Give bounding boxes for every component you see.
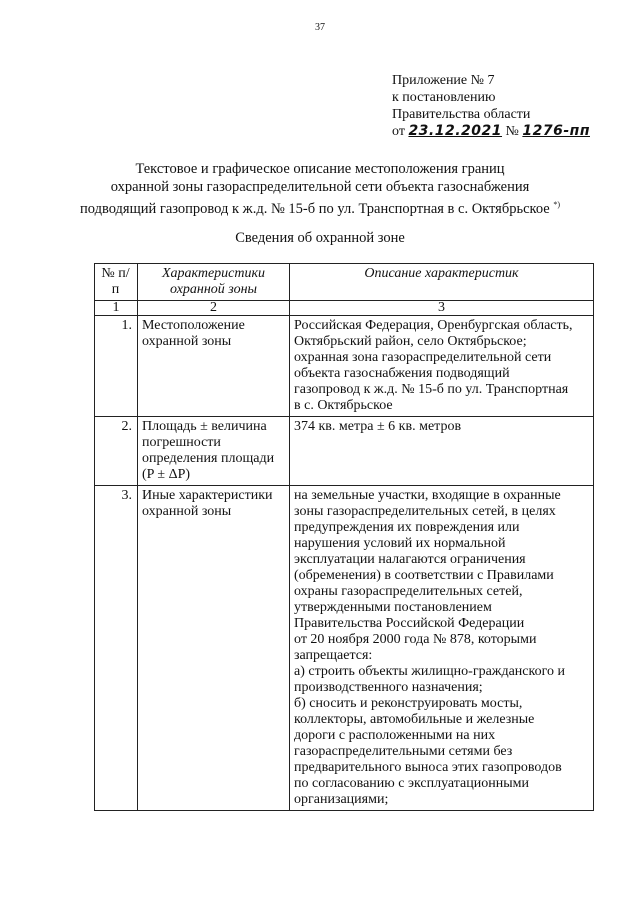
desc-line: Октябрьский район, село Октябрьское; xyxy=(294,334,527,349)
desc-line: Российская Федерация, Оренбургская область, xyxy=(294,318,573,333)
title-line-1: Текстовое и графическое описание местоположения границ xyxy=(135,161,505,177)
desc-line: дороги с расположенными на них xyxy=(294,728,496,743)
desc-line: запрещается: xyxy=(294,648,373,663)
desc-line: предупреждения их повреждения или xyxy=(294,520,520,535)
table-row xyxy=(95,316,594,417)
row-characteristic: Местоположение охранной зоны xyxy=(138,316,290,417)
title-line-3 xyxy=(40,196,600,218)
appendix-line-2: к постановлению xyxy=(392,90,496,105)
table-row xyxy=(95,486,594,811)
row-description xyxy=(290,486,594,811)
desc-line: 374 кв. метра ± 6 кв. метров xyxy=(294,419,462,434)
protection-zone-table xyxy=(94,263,594,811)
table-index-row xyxy=(95,301,594,316)
desc-line: (обременения) в соответствии с Правилами xyxy=(294,568,554,583)
desc-line: а) строить объекты жилищно-гражданского и xyxy=(294,664,565,679)
header-num: № п/п xyxy=(95,264,138,301)
row-characteristic: Площадь ± величина погрешности определения площади (P ± ΔP) xyxy=(138,417,290,486)
footnote-mark: *) xyxy=(553,200,560,209)
desc-line: на земельные участки, входящие в охранные xyxy=(294,488,561,503)
row-description xyxy=(290,316,594,417)
row-description xyxy=(290,417,594,486)
index-cell-1: 1 xyxy=(95,301,138,316)
row-number: 3. xyxy=(95,486,138,811)
desc-line: объекта газоснабжения подводящий xyxy=(294,366,510,381)
desc-line: охранная зона газораспределительной сети xyxy=(294,350,552,365)
date-prefix: от xyxy=(392,124,405,139)
desc-line: в с. Октябрьское xyxy=(294,398,393,413)
desc-line: охраны газораспределительных сетей, xyxy=(294,584,523,599)
desc-line: утвержденными постановлением xyxy=(294,600,492,615)
desc-line: по согласованию с эксплуатационными xyxy=(294,776,529,791)
appendix-line-3: Правительства области xyxy=(392,107,531,122)
row-number: 2. xyxy=(95,417,138,486)
desc-line: б) сносить и реконструировать мосты, xyxy=(294,696,523,711)
header-description: Описание характеристик xyxy=(290,264,594,301)
title-line-3-text: подводящий газопровод к ж.д. № 15-б по ул. Транспортная в с. Октябрьское xyxy=(79,200,550,217)
header-characteristic: Характеристики охранной зоны xyxy=(138,264,290,301)
document-title xyxy=(40,160,600,218)
desc-line: нарушения условий их нормальной xyxy=(294,536,506,551)
appendix-header xyxy=(392,72,590,140)
desc-line: зоны газораспределительных сетей, в целях xyxy=(294,504,556,519)
handwritten-date: 23.12.2021 xyxy=(408,123,503,139)
desc-line: производственного назначения; xyxy=(294,680,483,695)
table-header-row xyxy=(95,264,594,301)
desc-line: предварительного выноса этих газопроводов xyxy=(294,760,562,775)
desc-line: газораспределительными сетями без xyxy=(294,744,513,759)
number-sign: № xyxy=(505,124,519,139)
desc-line: эксплуатации налагаются ограничения xyxy=(294,552,526,567)
row-number: 1. xyxy=(95,316,138,417)
section-subtitle: Сведения об охранной зоне xyxy=(235,230,405,246)
desc-line: от 20 ноября 2000 года № 878, которыми xyxy=(294,632,537,647)
handwritten-number: 1276-пп xyxy=(522,123,590,139)
desc-line: организациями; xyxy=(294,792,389,807)
title-line-2: охранной зоны газораспределительной сети объекта газоснабжения xyxy=(110,179,530,195)
desc-line: коллекторы, автомобильные и железные xyxy=(294,712,535,727)
desc-line: газопровод к ж.д. № 15-б по ул. Транспортная xyxy=(294,382,569,397)
index-cell-3: 3 xyxy=(290,301,594,316)
page-number: 37 xyxy=(315,22,325,33)
appendix-date-line xyxy=(392,123,590,140)
table-row xyxy=(95,417,594,486)
appendix-line-1: Приложение № 7 xyxy=(392,73,495,88)
row-characteristic: Иные характеристики охранной зоны xyxy=(138,486,290,811)
desc-line: Правительства Российской Федерации xyxy=(294,616,525,631)
index-cell-2: 2 xyxy=(138,301,290,316)
